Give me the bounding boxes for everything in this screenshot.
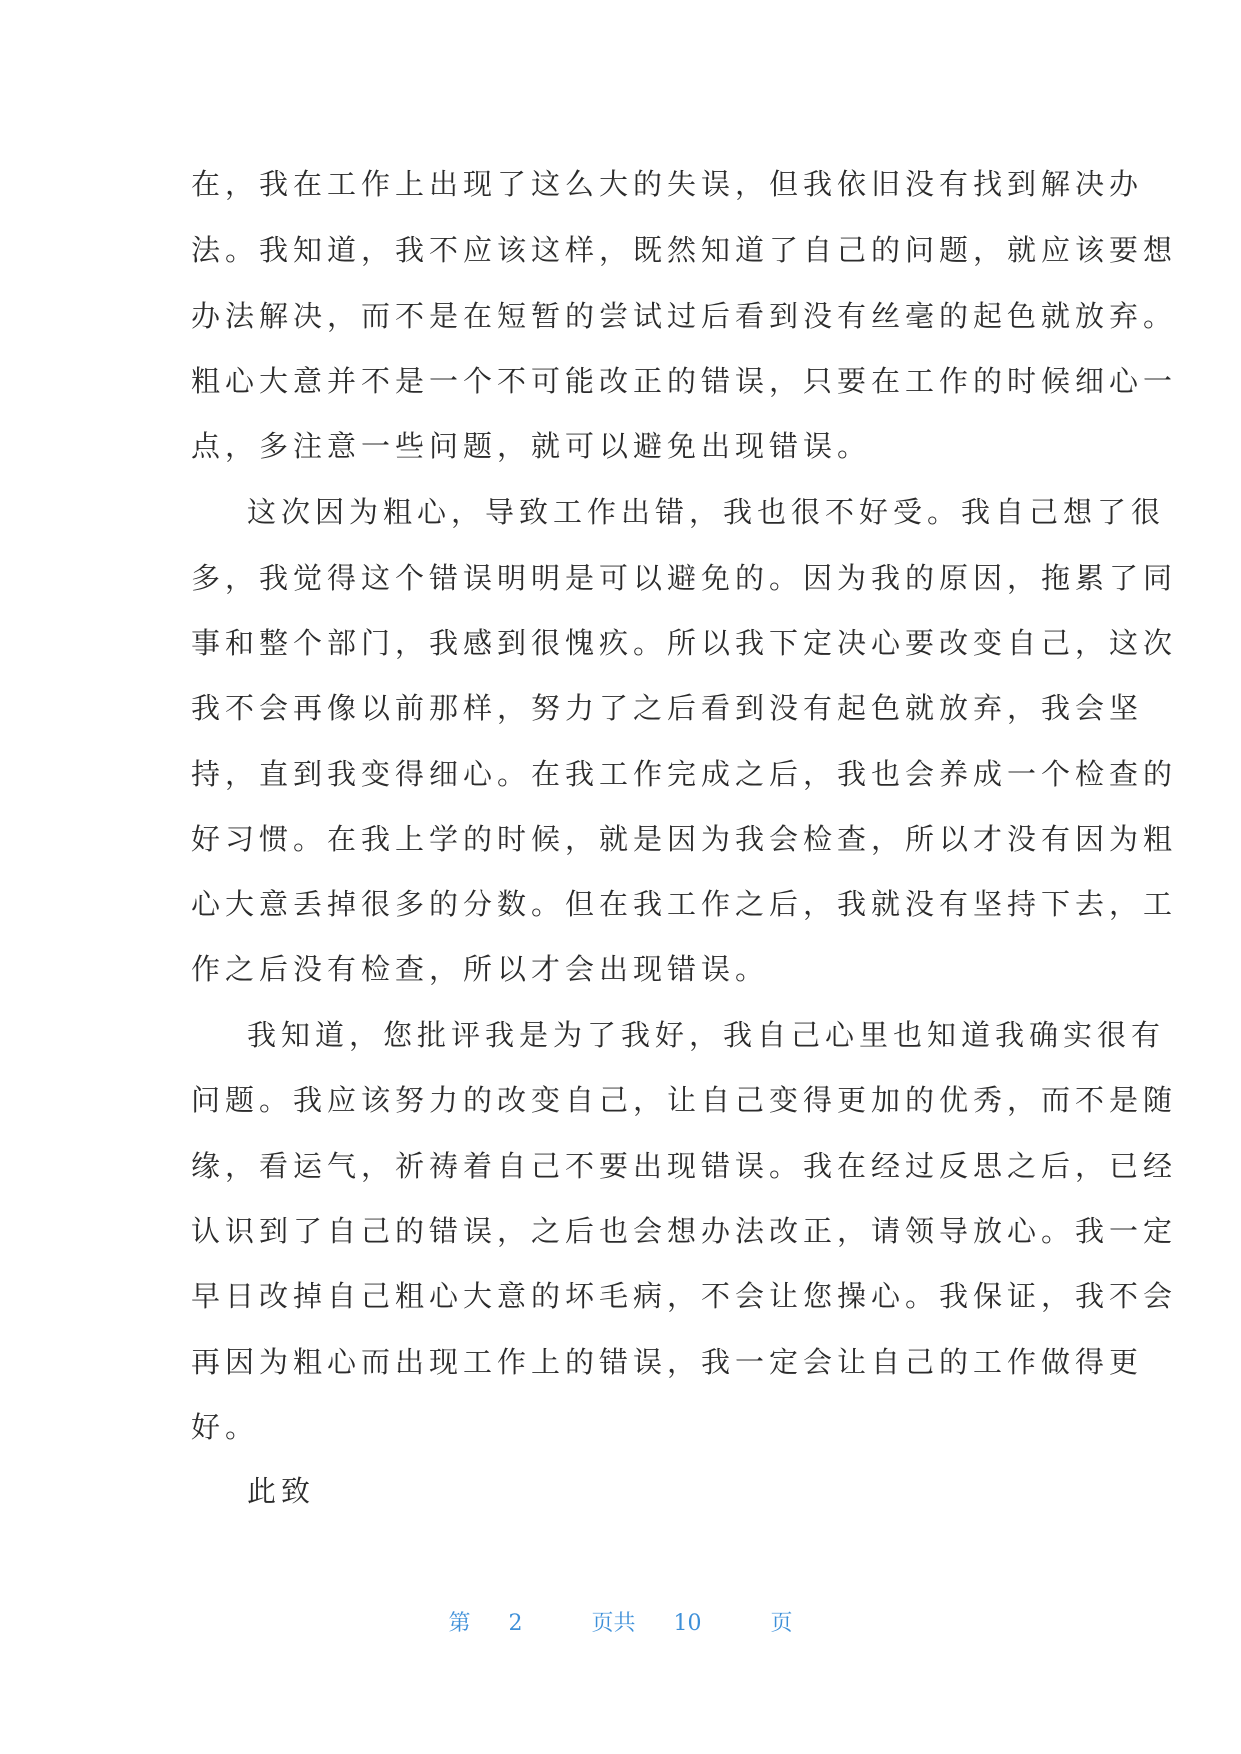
- footer-suffix: 页: [770, 1611, 793, 1636]
- text-line: 好习惯。在我上学的时候，就是因为我会检查，所以才没有因为粗: [191, 822, 1178, 856]
- text-line: 多，我觉得这个错误明明是可以避免的。因为我的原因，拖累了同: [191, 561, 1178, 595]
- closing-salutation: 此致: [247, 1474, 316, 1508]
- text-line: 好。: [191, 1410, 260, 1444]
- page-footer: [0, 1610, 1241, 1638]
- text-line: 我知道，您批评我是为了我好，我自己心里也知道我确实很有: [247, 1018, 1166, 1052]
- text-line: 事和整个部门，我感到很愧疚。所以我下定决心要改变自己，这次: [191, 626, 1178, 660]
- text-line: 心大意丢掉很多的分数。但在我工作之后，我就没有坚持下去，工: [191, 887, 1178, 921]
- text-line: 问题。我应该努力的改变自己，让自己变得更加的优秀，而不是随: [191, 1083, 1178, 1117]
- text-line: 粗心大意并不是一个不可能改正的错误，只要在工作的时候细心一: [191, 364, 1178, 398]
- text-line: 再因为粗心而出现工作上的错误，我一定会让自己的工作做得更: [191, 1345, 1144, 1379]
- text-line: 持，直到我变得细心。在我工作完成之后，我也会养成一个检查的: [191, 757, 1178, 791]
- footer-middle: 页共: [591, 1611, 636, 1636]
- text-line: 法。我知道，我不应该这样，既然知道了自己的问题，就应该要想: [191, 233, 1178, 267]
- text-line: 点，多注意一些问题，就可以避免出现错误。: [191, 429, 872, 463]
- text-line: 在，我在工作上出现了这么大的失误，但我依旧没有找到解决办: [191, 167, 1144, 201]
- footer-prefix: 第: [448, 1611, 471, 1636]
- text-line: 我不会再像以前那样，努力了之后看到没有起色就放弃，我会坚: [191, 691, 1144, 725]
- text-line: 这次因为粗心，导致工作出错，我也很不好受。我自己想了很: [247, 495, 1166, 529]
- text-line: 认识到了自己的错误，之后也会想办法改正，请领导放心。我一定: [191, 1214, 1178, 1248]
- footer-page-number: 2: [508, 1611, 523, 1636]
- text-line: 作之后没有检查，所以才会出现错误。: [191, 952, 770, 986]
- text-line: 办法解决，而不是在短暂的尝试过后看到没有丝毫的起色就放弃。: [191, 299, 1178, 333]
- footer-total-pages: 10: [673, 1611, 702, 1636]
- text-line: 早日改掉自己粗心大意的坏毛病，不会让您操心。我保证，我不会: [191, 1279, 1178, 1313]
- text-line: 缘，看运气，祈祷着自己不要出现错误。我在经过反思之后，已经: [191, 1149, 1178, 1183]
